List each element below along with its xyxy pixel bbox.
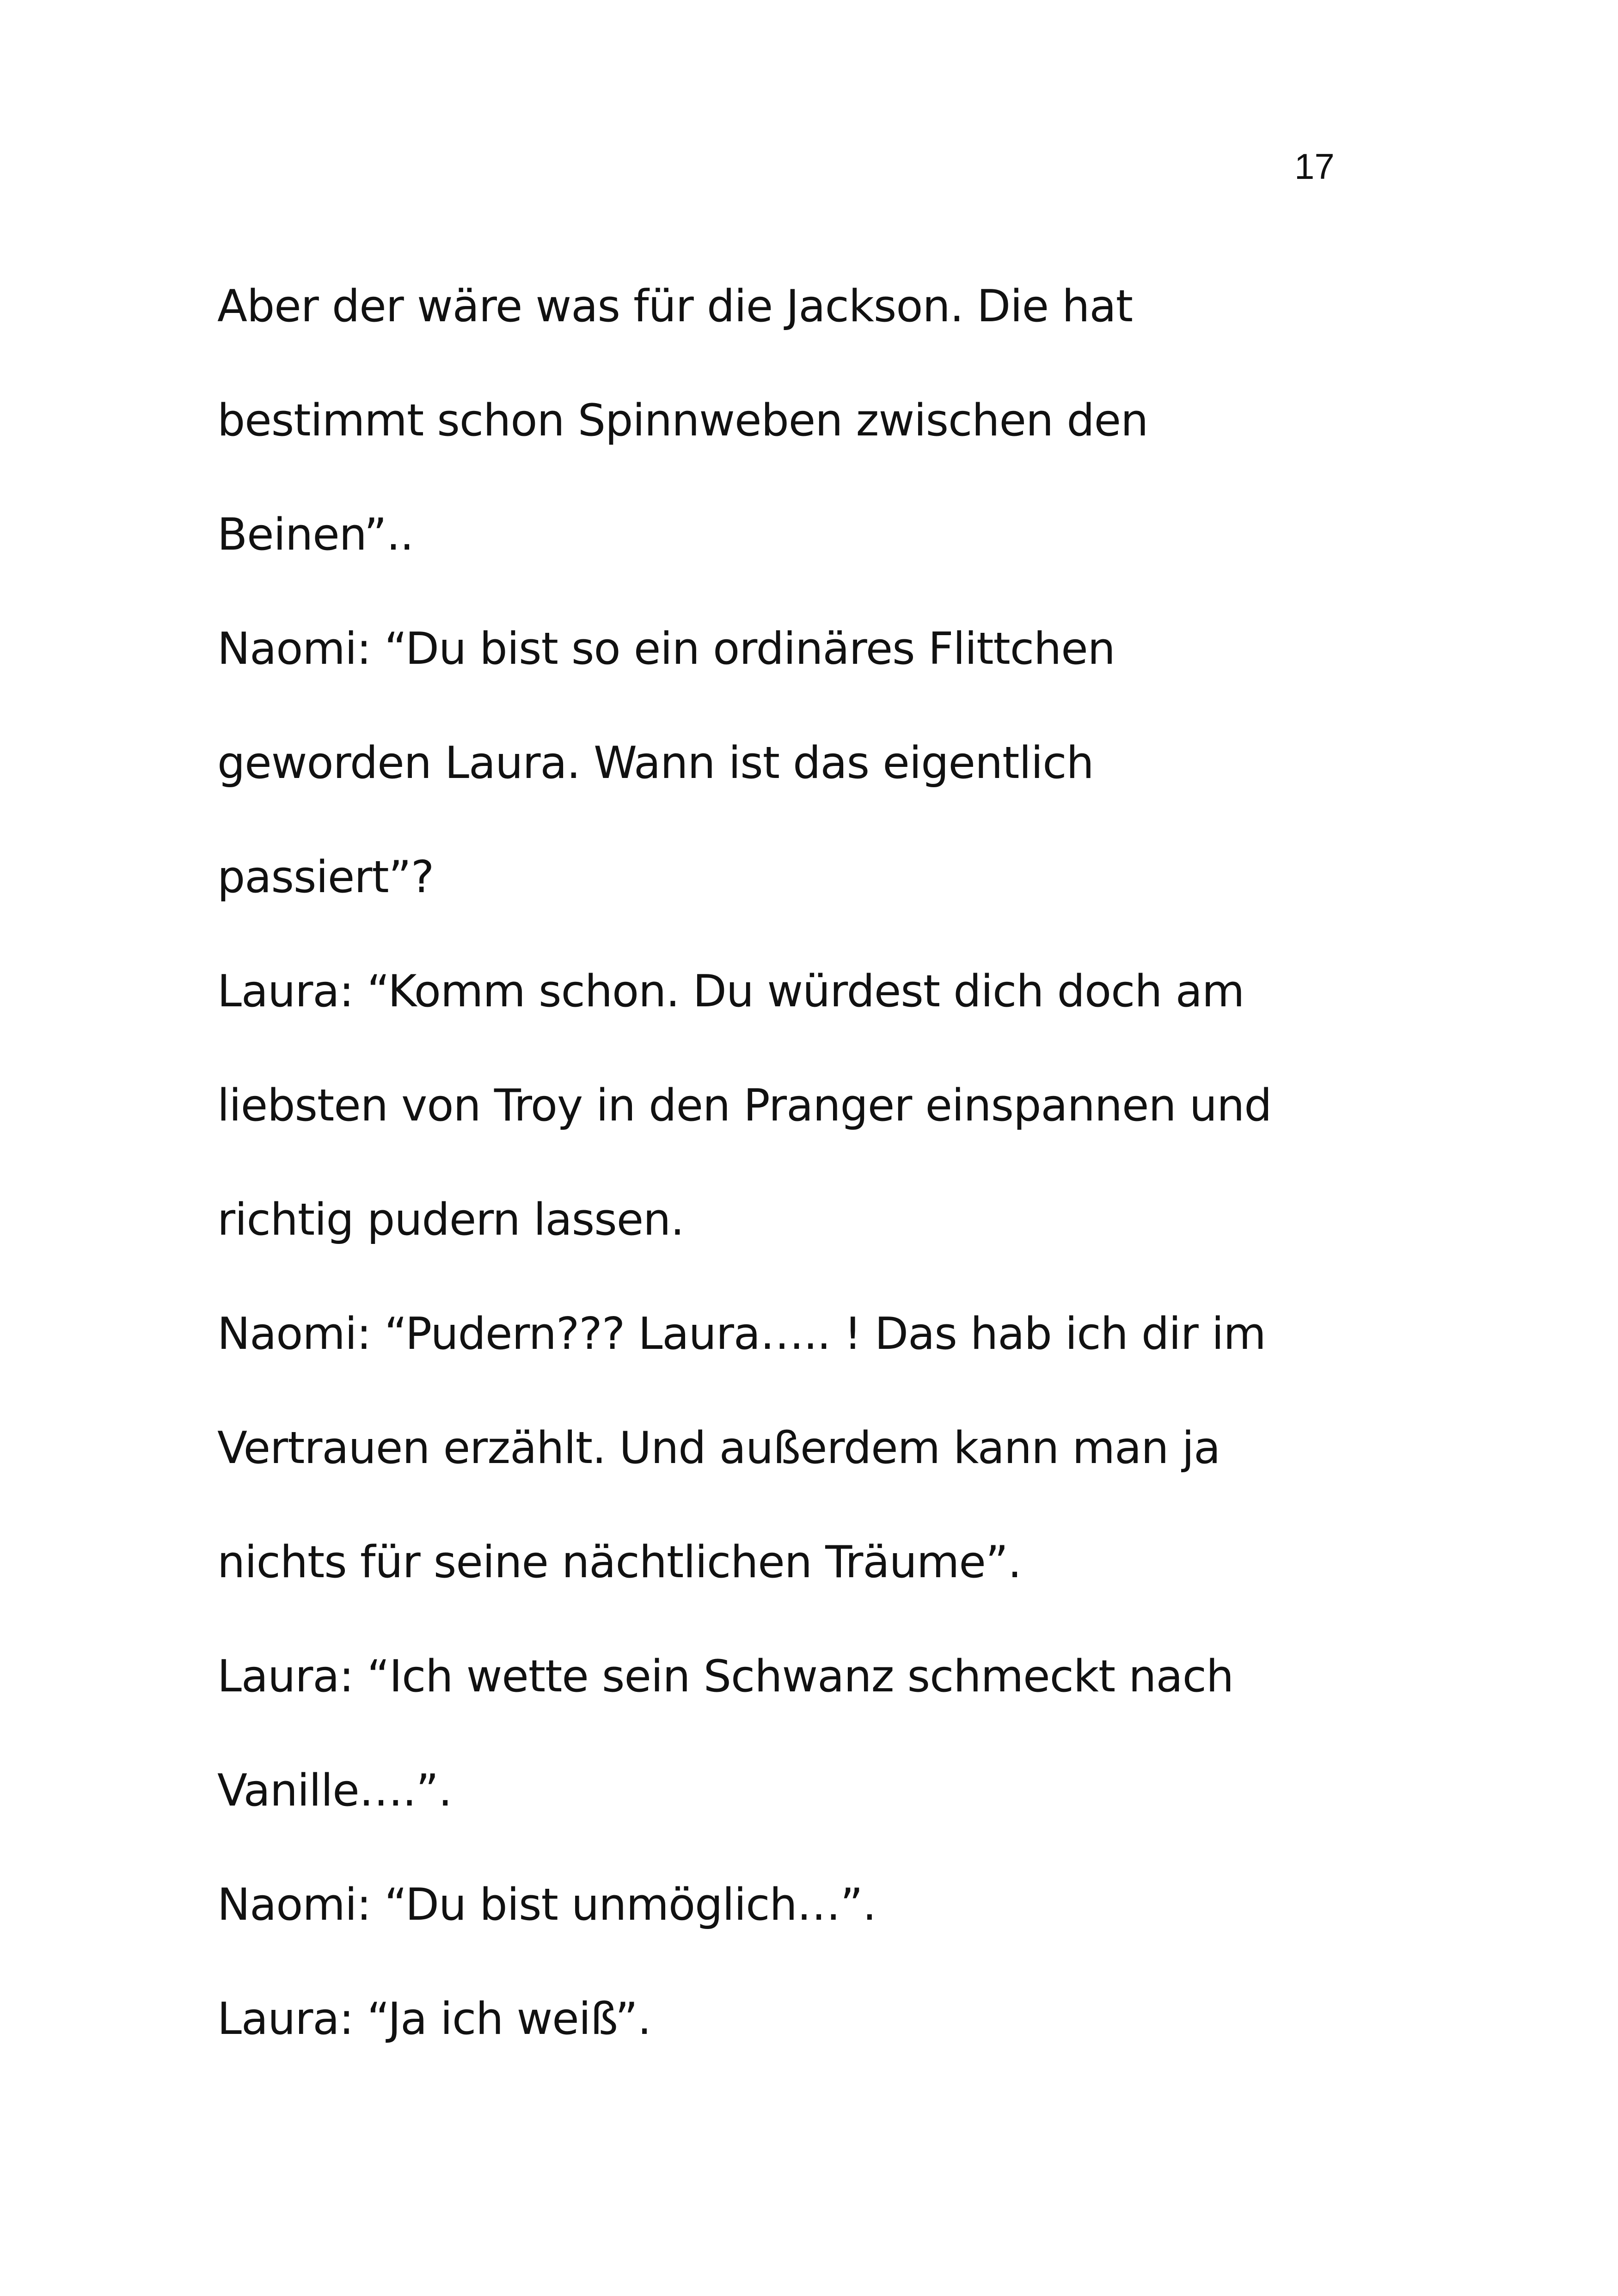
text-line: Laura: “Komm schon. Du würdest dich doch am [217, 966, 1244, 1017]
page-number: 17 [1294, 146, 1335, 187]
text-line: Beinen”.. [217, 509, 414, 560]
text-line: Aber der wäre was für die Jackson. Die hat [217, 281, 1133, 332]
text-line: richtig pudern lassen. [217, 1194, 684, 1245]
text-line: Laura: “Ich wette sein Schwanz schmeckt nach [217, 1651, 1234, 1702]
text-line: bestimmt schon Spinnweben zwischen den [217, 395, 1148, 446]
text-line: Naomi: “Du bist unmöglich…”. [217, 1880, 876, 1930]
text-line: passiert”? [217, 852, 434, 903]
text-line: Naomi: “Pudern??? Laura….. ! Das hab ich dir im [217, 1309, 1266, 1359]
text-line: Naomi: “Du bist so ein ordinäres Flittchen [217, 624, 1115, 674]
text-line: Vanille….”. [217, 1765, 452, 1816]
text-line: Laura: “Ja ich weiß”. [217, 1994, 651, 2045]
text-line: nichts für seine nächtlichen Träume”. [217, 1537, 1022, 1588]
text-line: geworden Laura. Wann ist das eigentlich [217, 738, 1094, 789]
text-line: Vertrauen erzählt. Und außerdem kann man ja [217, 1423, 1220, 1474]
text-line: liebsten von Troy in den Pranger einspannen und [217, 1080, 1272, 1131]
body-text [217, 250, 1401, 2076]
